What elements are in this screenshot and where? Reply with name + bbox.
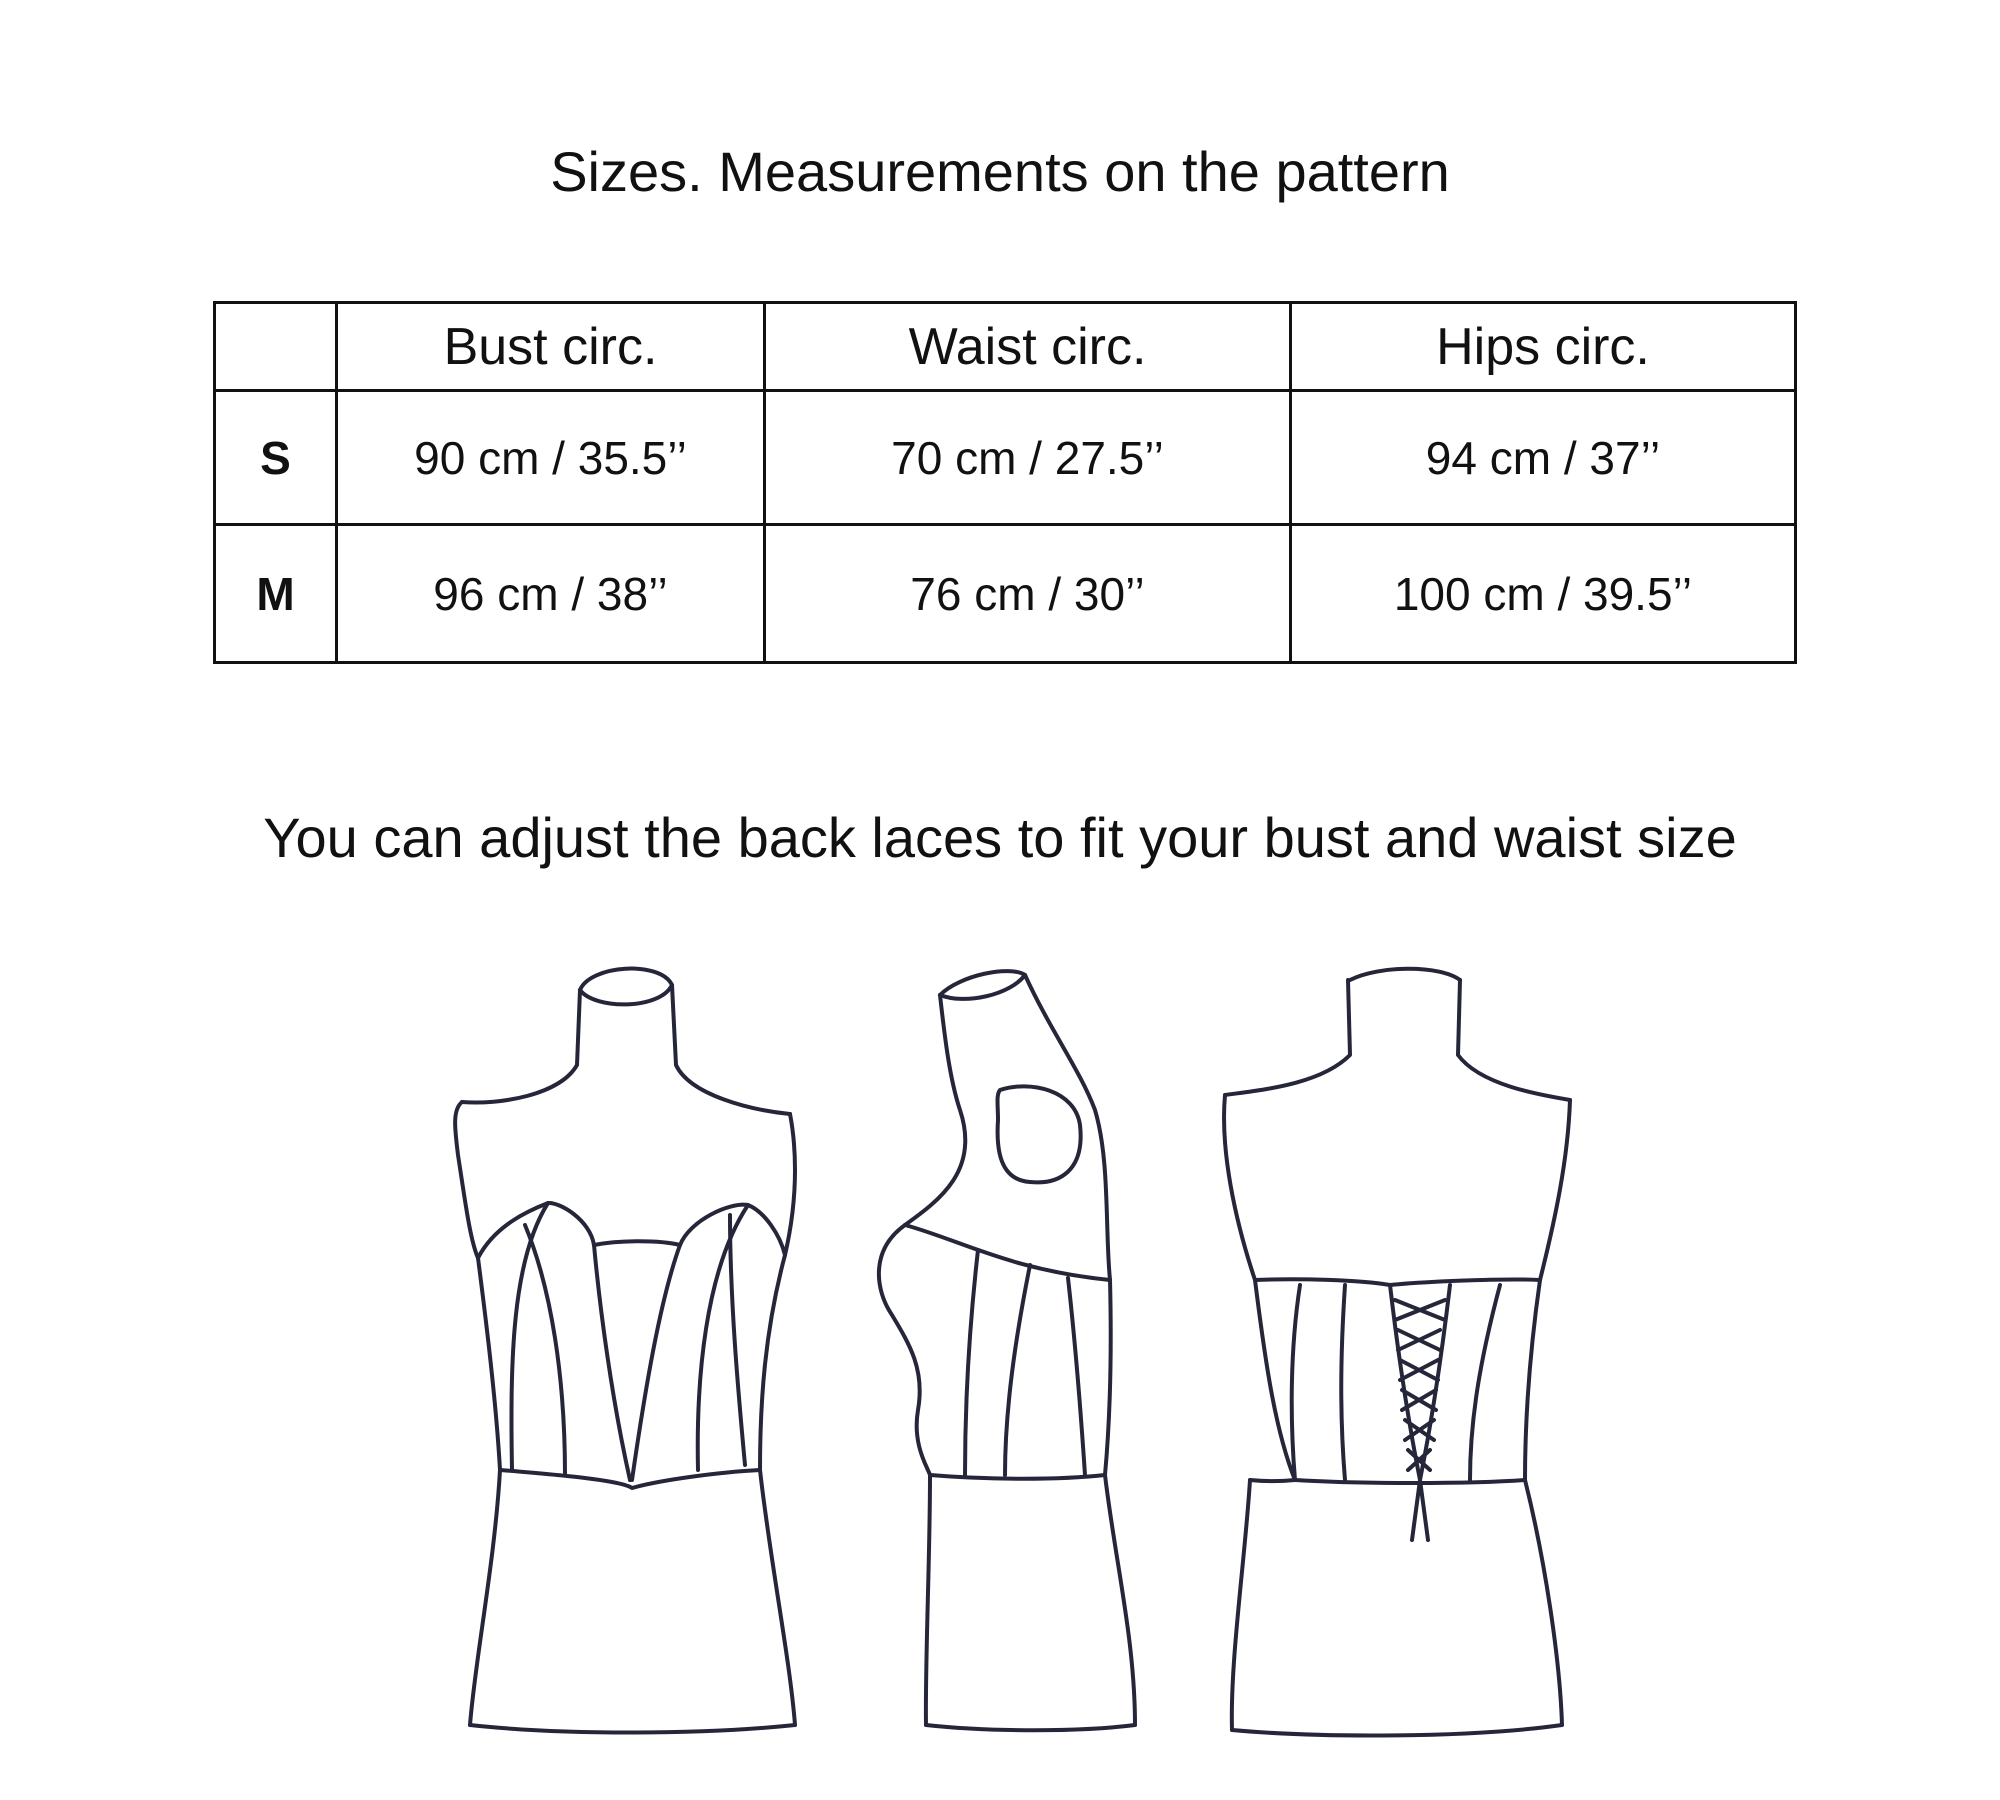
waist-value: 76 cm / 30’’: [765, 525, 1291, 663]
header-waist: Waist circ.: [765, 303, 1291, 391]
header-bust: Bust circ.: [337, 303, 765, 391]
side-view-mannequin: [879, 971, 1135, 1730]
hips-value: 100 cm / 39.5’’: [1291, 525, 1796, 663]
hips-value: 94 cm / 37’’: [1291, 391, 1796, 525]
bust-value: 90 cm / 35.5’’: [337, 391, 765, 525]
corset-illustrations: [0, 940, 2000, 1740]
size-chart-table: [213, 301, 1797, 664]
bust-value: 96 cm / 38’’: [337, 525, 765, 663]
header-hips: Hips circ.: [1291, 303, 1796, 391]
size-label-s: S: [215, 391, 337, 525]
header-empty-cell: [215, 303, 337, 391]
mannequin-drawings: [0, 940, 2000, 1740]
lacing-note: You can adjust the back laces to fit your bust and waist size: [263, 806, 1737, 869]
waist-value: 70 cm / 27.5’’: [765, 391, 1291, 525]
table-header-row: [215, 303, 1796, 391]
table-row: [215, 391, 1796, 525]
size-label-m: M: [215, 525, 337, 663]
front-view-mannequin: [455, 969, 795, 1733]
table-row: [215, 525, 1796, 663]
back-view-mannequin: [1224, 969, 1570, 1736]
page-title: Sizes. Measurements on the pattern: [550, 140, 1450, 203]
